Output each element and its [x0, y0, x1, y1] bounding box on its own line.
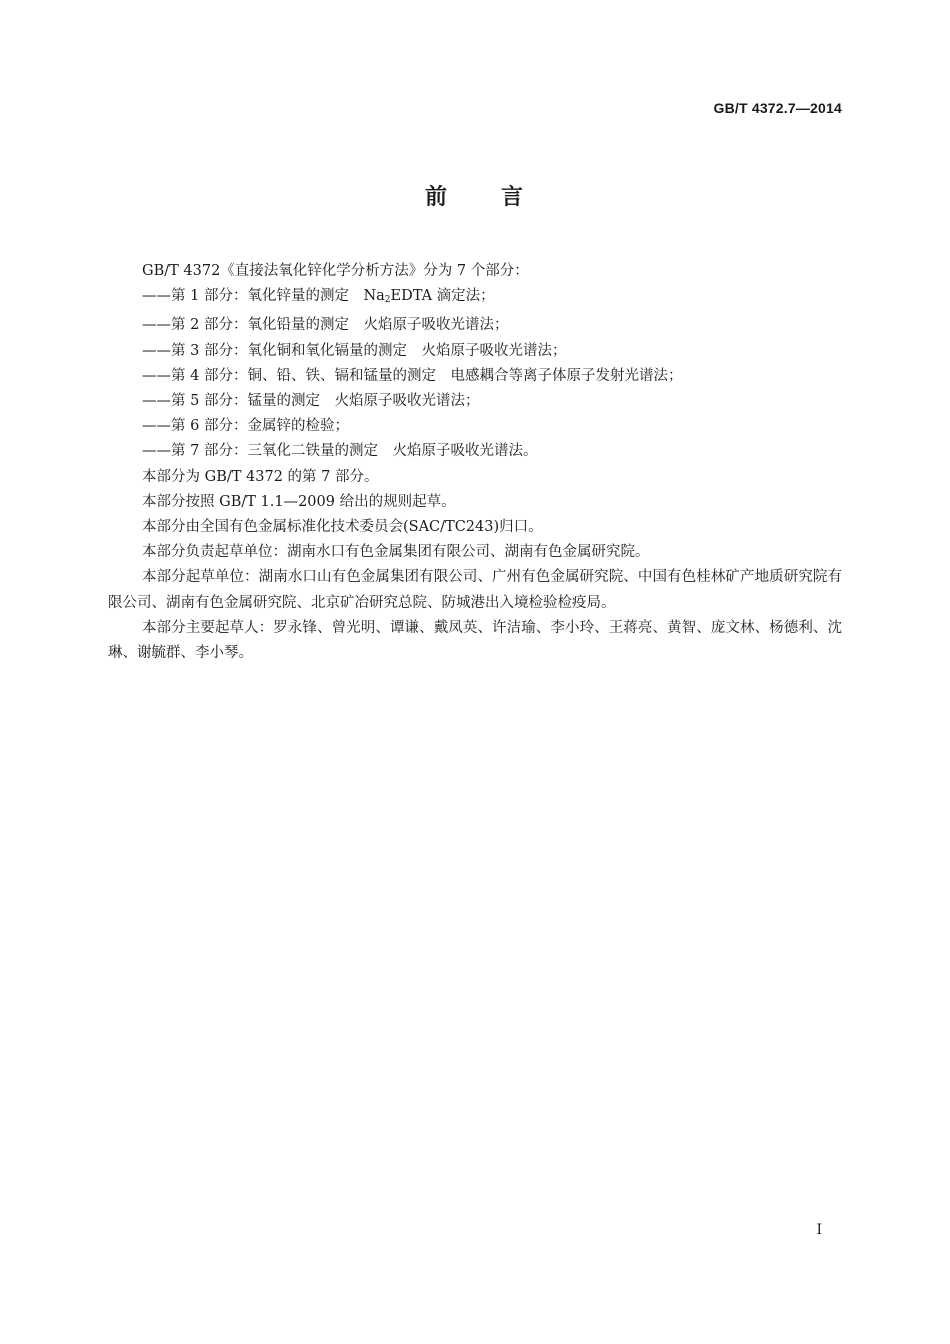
statement-main-drafters: 本部分主要起草人：罗永锋、曾光明、谭谦、戴凤英、许洁瑜、李小玲、王蒋亮、黄智、庞文林、杨德利、沈琳、谢毓群、李小琴。 [108, 619, 842, 662]
part-item-6: ——第 6 部分：金属锌的检验； [142, 418, 349, 435]
part-item-3: ——第 3 部分：氧化铜和氧化镉量的测定 火焰原子吸收光谱法； [142, 342, 567, 359]
page-number: I [816, 1222, 822, 1238]
title-char-2: 言 [501, 185, 526, 210]
part-item-1-text: ——第 1 部分：氧化锌量的测定 Na [142, 288, 385, 305]
standard-code: GB/T 4372.7—2014 [713, 100, 842, 116]
part-item-4: ——第 4 部分：铜、铅、铁、镉和锰量的测定 电感耦合等离子体原子发射光谱法； [142, 367, 683, 384]
part-item-2: ——第 2 部分：氧化铅量的测定 火焰原子吸收光谱法； [142, 317, 509, 334]
page-title [0, 180, 950, 211]
part-item-1-subscript: 2 [384, 295, 391, 306]
statement-committee: 本部分由全国有色金属标准化技术委员会(SAC/TC243)归口。 [142, 519, 543, 536]
statement-part-number: 本部分为 GB/T 4372 的第 7 部分。 [142, 468, 379, 485]
title-char-1: 前 [424, 185, 449, 210]
statement-responsible-units: 本部分负责起草单位：湖南水口有色金属集团有限公司、湖南有色金属研究院。 [142, 544, 650, 561]
part-item-7: ——第 7 部分：三氧化二铁量的测定 火焰原子吸收光谱法。 [142, 443, 538, 460]
intro-line: GB/T 4372《直接法氧化锌化学分析方法》分为 7 个部分： [142, 263, 529, 279]
part-item-1 [108, 284, 842, 313]
part-item-1-text-end: EDTA 滴定法； [390, 288, 495, 305]
statement-drafting-rules: 本部分按照 GB/T 1.1—2009 给出的规则起草。 [142, 493, 456, 510]
foreword-body [108, 259, 842, 666]
statement-drafting-units: 本部分起草单位：湖南水口山有色金属集团有限公司、广州有色金属研究院、中国有色桂林矿产地质研究院有限公司、湖南有色金属研究院、北京矿冶研究总院、防城港出入境检验检疫局。 [108, 569, 842, 611]
part-item-5: ——第 5 部分：锰量的测定 火焰原子吸收光谱法； [142, 393, 480, 410]
